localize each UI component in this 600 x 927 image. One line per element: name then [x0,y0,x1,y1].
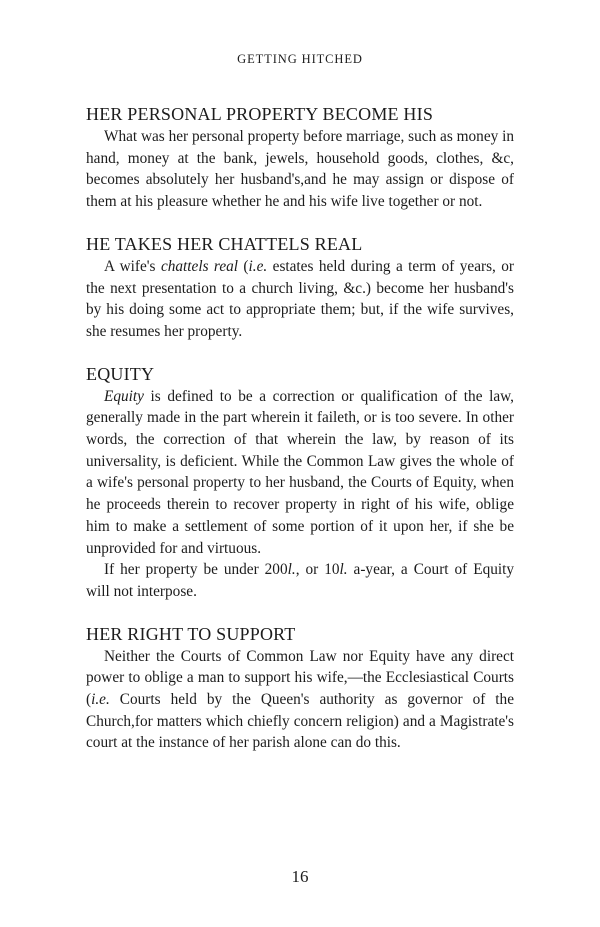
paragraph [86,559,514,602]
page-number: 16 [291,867,309,886]
text-run: A wife's [104,257,161,275]
section [86,363,514,603]
italic-text: l. [287,561,296,579]
text-run: a-year, a Court of Equity will not interpose. [86,561,515,600]
section [86,103,514,213]
text-run: estates held during a term of years, or the next presentation to a church living, &c.) become her husband's by his doing some act to appropriate them; but, if the wife survives, she resumes her property. [86,257,515,340]
text-run: is defined to be a correction or qualification of the law, generally made in the part wherein it faileth, or is too severe. In other words, the correction of that wherein the law, by reason of its universality, is deficient. While the Common Law gives the whole of a wife's personal property to her husband, the Courts of Equity, when he proceeds therein to recover property in right of his wife, oblige him to make a settlement of some portion of it upon her, if she be unprovided for and virtuous. [86,387,514,557]
section [86,623,514,755]
section-heading: HE TAKES HER CHATTELS REAL [86,233,363,254]
text-run: What was her personal property before marriage, such as money in hand, money at the bank, jewels, household goods, clothes, &c, becomes absolutely her husband's,and he may assign or dispose of them at his pleasure whether he and his wife live together or not. [86,128,514,211]
running-head: GETTING HITCHED [237,52,363,66]
paragraph [86,386,514,560]
section-heading: EQUITY [86,363,155,384]
section [86,233,514,343]
italic-text: i.e. [248,257,268,275]
section-heading: HER PERSONAL PROPERTY BECOME HIS [86,104,434,124]
italic-text: chattels real [160,257,239,275]
italic-text: l. [339,561,348,579]
italic-text: i.e. [91,691,110,709]
text-run: If her property be under 200 [104,561,288,579]
paragraph [86,126,514,213]
text-run: , or 10 [295,561,340,579]
italic-text: Equity [104,387,144,405]
paragraph [86,646,514,755]
paragraph [86,256,514,343]
text-run: Courts held by the Queen's authority as governor of the Church,for matters which chiefly concern religion) and a Magistrate's court at the instance of her parish alone can do this. [86,691,514,752]
text-run: Neither the Courts of Common Law nor Equity have any direct power to oblige a man to support his wife,—the Ecclesiastical Courts ( [86,647,514,709]
section-heading: HER RIGHT TO SUPPORT [86,623,296,644]
body-text [86,103,514,774]
text-run: ( [238,257,249,275]
